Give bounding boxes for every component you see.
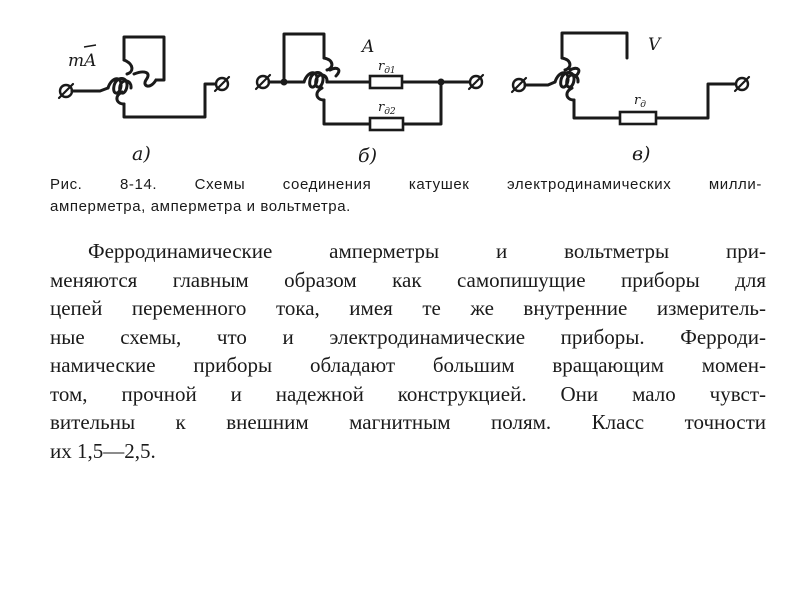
body-line-6: том, прочной и надежной конструкцией. Они мало чувст- (50, 381, 766, 406)
coil-a-fixed (108, 79, 131, 94)
coil-b-moving (324, 58, 339, 76)
panel-label-c: в) (632, 143, 651, 165)
schematic-b-ammeter (256, 34, 483, 167)
wire-c-upper-loop (562, 33, 627, 58)
meter-label-milliammeter: mA (68, 51, 97, 71)
body-line-5: намические приборы обладают большим вращающим момен- (50, 353, 766, 377)
meter-label-voltmeter: V (648, 35, 661, 55)
resistor-rd2 (370, 118, 403, 130)
schematic-c-voltmeter (512, 33, 749, 165)
junction-b-right (438, 79, 445, 86)
panel-label-b: б) (358, 145, 378, 167)
caption-line-1: Рис. 8-14. Схемы соединения катушек электродинамических милли- (50, 176, 762, 193)
panel-label-a: а) (132, 143, 151, 165)
figure-caption (50, 174, 762, 218)
caption-line-2: амперметра, амперметра и вольтметра. (50, 198, 351, 215)
meter-label-ammeter: A (362, 37, 375, 57)
resistor-label-rd2: $r_{д2}$ (378, 100, 396, 117)
resistor-rd (620, 112, 656, 124)
terminal-a-right (215, 77, 229, 91)
wire-c-input (525, 82, 555, 85)
body-line-3: цепей переменного тока, имея те же внутренние измеритель- (50, 296, 766, 320)
coil-c-vertical (567, 88, 574, 100)
terminal-c-right (735, 77, 749, 91)
resistor-label-rd: $r_д$ (634, 93, 646, 110)
body-line-4: ные схемы, что и электродинамические приборы. Ферроди- (50, 324, 766, 349)
body-paragraph (50, 237, 766, 465)
body-line-8: их 1,5—2,5. (50, 438, 156, 463)
wire-a-input (72, 88, 108, 91)
terminal-b-right (469, 75, 483, 89)
coil-b-vertical (317, 88, 324, 100)
resistor-rd1 (370, 76, 402, 88)
wire-a-output (124, 84, 216, 117)
schematic-a-milliammeter (59, 37, 229, 165)
resistor-label-rd1: $r_{д1}$ (378, 59, 396, 76)
body-line-1: Ферродинамические амперметры и вольтметры при- (88, 239, 766, 263)
body-line-7: вительны к внешним магнитным полям. Класс точности (50, 410, 766, 434)
meter-label-overline (84, 45, 96, 47)
coil-c-fixed (555, 73, 578, 88)
body-line-2: меняются главным образом как самопишущие приборы для (50, 267, 766, 292)
figure-8-14-schematics (0, 0, 800, 175)
coil-b-fixed (304, 73, 327, 88)
